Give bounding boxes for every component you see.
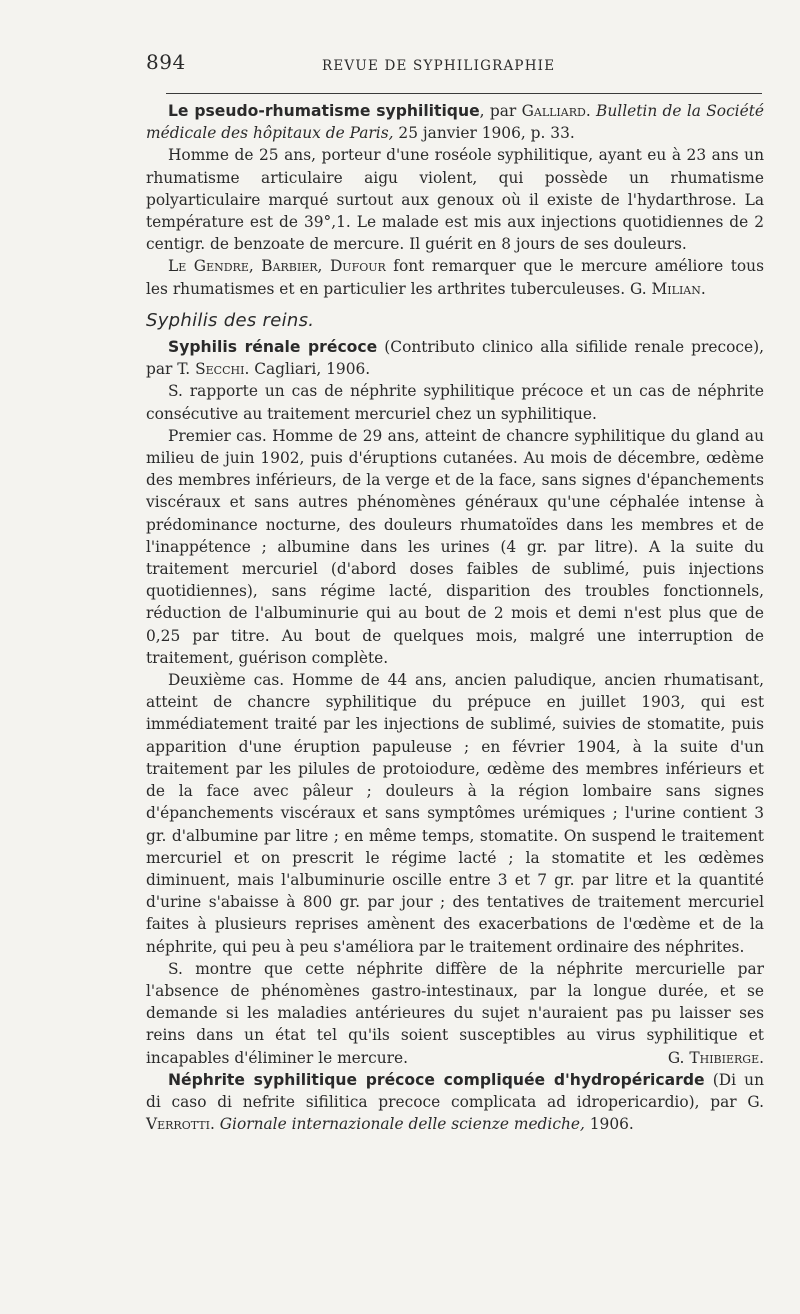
- article-3-title: Néphrite syphilitique précoce compliquée d'hydropéricarde: [168, 1070, 705, 1089]
- article-2-signature: G. Thibierge.: [667, 1048, 764, 1067]
- page-header: [146, 50, 762, 80]
- article-2-title: Syphilis rénale précoce: [168, 338, 378, 357]
- article-1-note-authors: Le Gendre, Barbier, Dufour: [168, 257, 386, 276]
- article-2-paragraph: Deuxième cas. Homme de 44 ans, ancien paludique, ancien rhumatisant, atteint de chancre syphilitique du prépuce en juillet 1903, qui est immédiatement traité par les injections de sublimé, suivies de stomatite, puis apparition d'une éruption papuleuse ; en février 1904, à la suite d'un traitement par les pilules de protoiodure, œdème des membres inférieurs et de la face avec pâleur ; douleurs à la région lombaire sans signes d'épanchements viscéraux et sans symptômes urémiques ; l'urine contient 3 gr. d'albumine par litre ; en même temps, stomatite. On suspend le traitement mercuriel et on prescrit le régime lacté ; la stomatite et les œdèmes diminuent, mais l'albuminurie oscille entre 3 et 7 gr. par litre et la quantité d'urine s'abaisse à 800 gr. par jour ; des tentatives de traitement mercuriel faites à plusieurs reprises amènent des exacerbations de l'œdème et de la néphrite, qui peu à peu s'améliora par le traitement ordinaire des néphrites.: [146, 671, 764, 956]
- article-3-author: Verrotti: [146, 1115, 210, 1134]
- article-2-paragraph: S. rapporte un cas de néphrite syphilitique précoce et un cas de néphrite consécutive au traitement mercuriel chez un syphilitique.: [146, 382, 764, 423]
- article-3-journal: Giornale internazionale delle scienze mediche,: [219, 1115, 585, 1134]
- page-number: 894: [146, 50, 186, 74]
- header-rule: [166, 93, 762, 94]
- article-1-note: Le Gendre, Barbier, Dufour font remarquer que le mercure améliore tous les rhumatismes et en particulier les arthrites tuberculeuses. G. Milian.: [146, 257, 764, 298]
- article-3-year: 1906.: [584, 1115, 634, 1134]
- article-2-heading: Syphilis rénale précoce (Contributo clinico alla sifilide renale precoce), par T. Secchi. Cagliari, 1906.: [146, 338, 764, 379]
- page-body: [146, 100, 764, 1135]
- article-1-date: 25 janvier 1906, p. 33.: [393, 124, 575, 143]
- article-3-heading: Néphrite syphilitique précoce compliquée d'hydropéricarde (Di un di caso di nefrite sifilitica precoce complicata ad idropericardio), par G. Verrotti. Giornale internazionale delle scienze mediche, 1906.: [146, 1070, 764, 1134]
- article-1-body: Homme de 25 ans, porteur d'une roséole syphilitique, ayant eu à 23 ans un rhumatisme articulaire aigu violent, qui possède un rhumatisme polyarticulaire marqué surtout aux genoux où il existe de l'hydarthrose. La température est de 39°,1. Le malade est mis aux injections quotidiennes de 2 centigr. de benzoate de mercure. Il guérit en 8 jours de ses douleurs.: [146, 146, 764, 254]
- article-2-paragraph: S. montre que cette néphrite diffère de la néphrite mercurielle par l'absence de phénomènes gastro-intestinaux, par la longue durée, et se demande si les maladies antérieures du sujet n'auraient pas pu laisser ses reins dans un état tel qu'ils soient susceptibles au virus syphilitique et incapables d'éliminer le mercure. G. Thibierge.: [146, 958, 764, 1069]
- article-1-heading: Le pseudo-rhumatisme syphilitique, par Galliard. Bulletin de la Société médicale des hôpitaux de Paris, 25 janvier 1906, p. 33.: [146, 102, 765, 143]
- article-2-paragraph: Premier cas. Homme de 29 ans, atteint de chancre syphilitique du gland au milieu de juin 1902, puis d'éruptions cutanées. Au mois de décembre, œdème des membres inférieurs, de la verge et de la face, sans signes d'épanchements viscéraux et sans autres phénomènes généraux qu'une céphalée intense à prédominance nocturne, des douleurs rhumatoïdes dans les membres et de l'inappétence ; albumine dans les urines (4 gr. par litre). A la suite du traitement mercuriel (d'abord doses faibles de sublimé, puis injections quotidiennes), sans régime lacté, disparition des troubles fonctionnels, réduction de l'albuminurie qui au bout de 2 mois et demi n'est plus que de 0,25 par titre. Au bout de quelques mois, malgré une interruption de traitement, guérison complète.: [146, 426, 764, 667]
- article-1-journal: Bulletin de la Société médicale des hôpitaux de Paris,: [146, 102, 765, 143]
- running-title: REVUE DE SYPHILIGRAPHIE: [322, 58, 556, 74]
- article-1-title: Le pseudo-rhumatisme syphilitique: [168, 102, 480, 120]
- article-1-author: Galliard: [521, 102, 586, 120]
- section-title: Syphilis des reins.: [146, 309, 315, 331]
- article-2-author: Secchi: [195, 360, 245, 379]
- article-1-signature: G. Milian.: [630, 279, 706, 298]
